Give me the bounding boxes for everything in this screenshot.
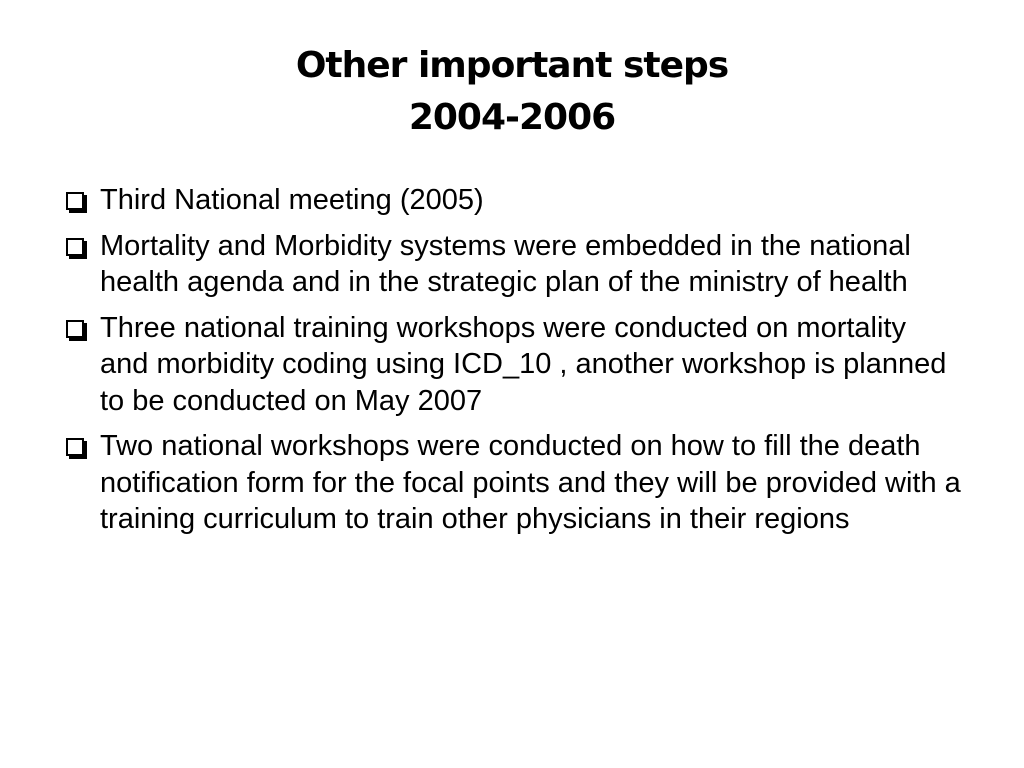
title-line-1: Other important steps [295, 45, 729, 86]
bullet-item [62, 428, 962, 538]
slide-title [0, 40, 1024, 144]
title-line-2: 2004-2006 [408, 97, 616, 138]
bullet-item [62, 228, 962, 301]
bullet-item [62, 310, 962, 420]
bullet-text: Two national workshops were conducted on how to fill the death notification form for the focal points and they will be provided with a training curriculum to train other physicians in their regions [100, 430, 961, 535]
bullet-text: Three national training workshops were conducted on mortality and morbidity coding using ICD_10 , another workshop is planned to be conducted on May 2007 [100, 311, 947, 417]
bullet-item [62, 182, 962, 219]
checkbox-square-bullet-icon [66, 192, 84, 210]
bullet-list [62, 182, 962, 547]
checkbox-square-bullet-icon [66, 438, 84, 456]
bullet-text: Mortality and Morbidity systems were embedded in the national health agenda and in the strategic plan of the ministry of health [100, 229, 911, 298]
bullet-text: Third National meeting (2005) [100, 184, 484, 216]
checkbox-square-bullet-icon [66, 238, 84, 256]
checkbox-square-bullet-icon [66, 320, 84, 338]
